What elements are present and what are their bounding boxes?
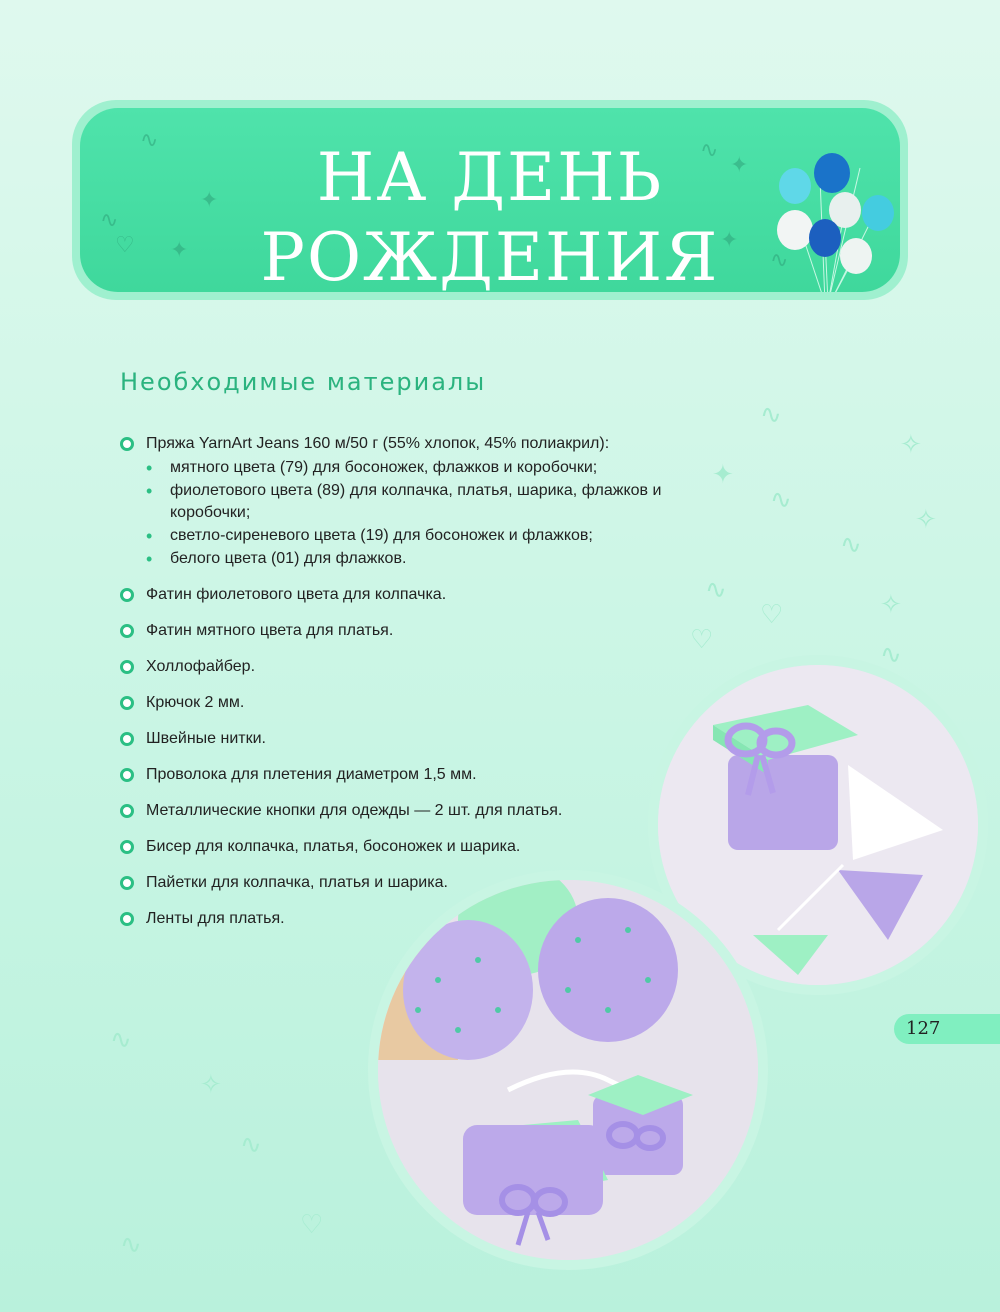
list-item-text: Швейные нитки.: [146, 730, 266, 747]
circle-bullet-icon: [120, 876, 134, 890]
list-item: [120, 800, 680, 822]
yarn-text: Пряжа YarnArt Jeans 160 м/50 г (55% хлопок, 45% полиакрил):: [146, 435, 610, 452]
swirl-icon: ∿: [700, 138, 719, 163]
title-line-2: РОЖДЕНИЯ: [260, 219, 720, 292]
swirl-icon: ∿: [100, 208, 119, 233]
photo-balloons: [368, 870, 768, 1270]
circle-bullet-icon: [120, 588, 134, 602]
balloons-photo: [378, 880, 758, 1260]
sparkle-icon: ✧: [200, 1070, 222, 1100]
circle-bullet-icon: [120, 437, 134, 451]
title-line-1: НА ДЕНЬ: [316, 139, 664, 216]
swirl-icon: ∿: [760, 400, 782, 430]
list-item-text: Фатин фиолетового цвета для колпачка.: [146, 586, 447, 603]
swirl-icon: ∿: [770, 485, 792, 515]
dot-bullet-icon: •: [146, 549, 153, 569]
sparkle-icon: ✧: [880, 590, 902, 620]
dot-bullet-icon: •: [146, 526, 153, 546]
heart-icon: ♡: [115, 233, 135, 258]
materials-list: [120, 433, 680, 944]
materials-heading: Необходимые материалы: [120, 368, 487, 396]
list-item: [120, 620, 680, 642]
list-item-text: Пайетки для колпачка, платья и шарика.: [146, 874, 448, 891]
list-item-text: Холлофайбер.: [146, 658, 256, 675]
balloons-icon: [770, 138, 900, 292]
list-item: [120, 692, 680, 714]
swirl-icon: ∿: [240, 1130, 262, 1160]
sub-list-item: [146, 525, 680, 547]
list-item-text: Металлические кнопки для одежды — 2 шт. для платья.: [146, 802, 563, 819]
list-item-text: Проволока для плетения диаметром 1,5 мм.: [146, 766, 477, 783]
list-item: [120, 656, 680, 678]
title-banner: [72, 100, 908, 300]
circle-bullet-icon: [120, 804, 134, 818]
list-item: [120, 764, 680, 786]
swirl-icon: ∿: [880, 640, 902, 670]
sub-list-item: [146, 548, 680, 570]
sub-list-item-text: фиолетового цвета (89) для колпачка, платья, шарика, флажков и коробочки;: [170, 482, 662, 521]
heart-icon: ♡: [300, 1210, 324, 1240]
list-item-text: Крючок 2 мм.: [146, 694, 245, 711]
sub-list-item: [146, 480, 680, 524]
dot-bullet-icon: •: [146, 481, 153, 501]
sparkle-icon: ✦: [730, 153, 749, 178]
list-item: [120, 584, 680, 606]
list-item-text: Фатин мятного цвета для платья.: [146, 622, 394, 639]
circle-bullet-icon: [120, 768, 134, 782]
swirl-icon: ∿: [140, 128, 159, 153]
list-item: [120, 433, 680, 570]
page-number-tab: [894, 1014, 1000, 1044]
list-item: [120, 836, 680, 858]
swirl-icon: ∿: [120, 1230, 142, 1260]
circle-bullet-icon: [120, 912, 134, 926]
swirl-icon: ∿: [770, 248, 789, 273]
dot-bullet-icon: •: [146, 458, 153, 478]
yarn-colors-list: [146, 457, 680, 570]
heart-icon: ♡: [760, 600, 784, 630]
sub-list-item-text: светло-сиреневого цвета (19) для босоножек и флажков;: [170, 527, 593, 544]
sparkle-icon: ✦: [170, 238, 189, 263]
circle-bullet-icon: [120, 732, 134, 746]
list-item: [120, 728, 680, 750]
list-item-text: Ленты для платья.: [146, 910, 285, 927]
swirl-icon: ∿: [840, 530, 862, 560]
swirl-icon: ∿: [110, 1025, 132, 1055]
heart-icon: ♡: [690, 625, 714, 655]
circle-bullet-icon: [120, 624, 134, 638]
page-number: 127: [906, 1018, 941, 1039]
sparkle-icon: ✧: [900, 430, 922, 460]
circle-bullet-icon: [120, 840, 134, 854]
swirl-icon: ∿: [705, 575, 727, 605]
circle-bullet-icon: [120, 660, 134, 674]
sub-list-item-text: белого цвета (01) для флажков.: [170, 550, 407, 567]
sparkle-icon: ✦: [720, 228, 739, 253]
sparkle-icon: ✦: [712, 460, 734, 490]
sparkle-icon: ✧: [915, 505, 937, 535]
sparkle-icon: ✦: [200, 188, 219, 213]
circle-bullet-icon: [120, 696, 134, 710]
sub-list-item: [146, 457, 680, 479]
sub-list-item-text: мятного цвета (79) для босоножек, флажков и коробочки;: [170, 459, 598, 476]
list-item-text: Бисер для колпачка, платья, босоножек и шарика.: [146, 838, 521, 855]
